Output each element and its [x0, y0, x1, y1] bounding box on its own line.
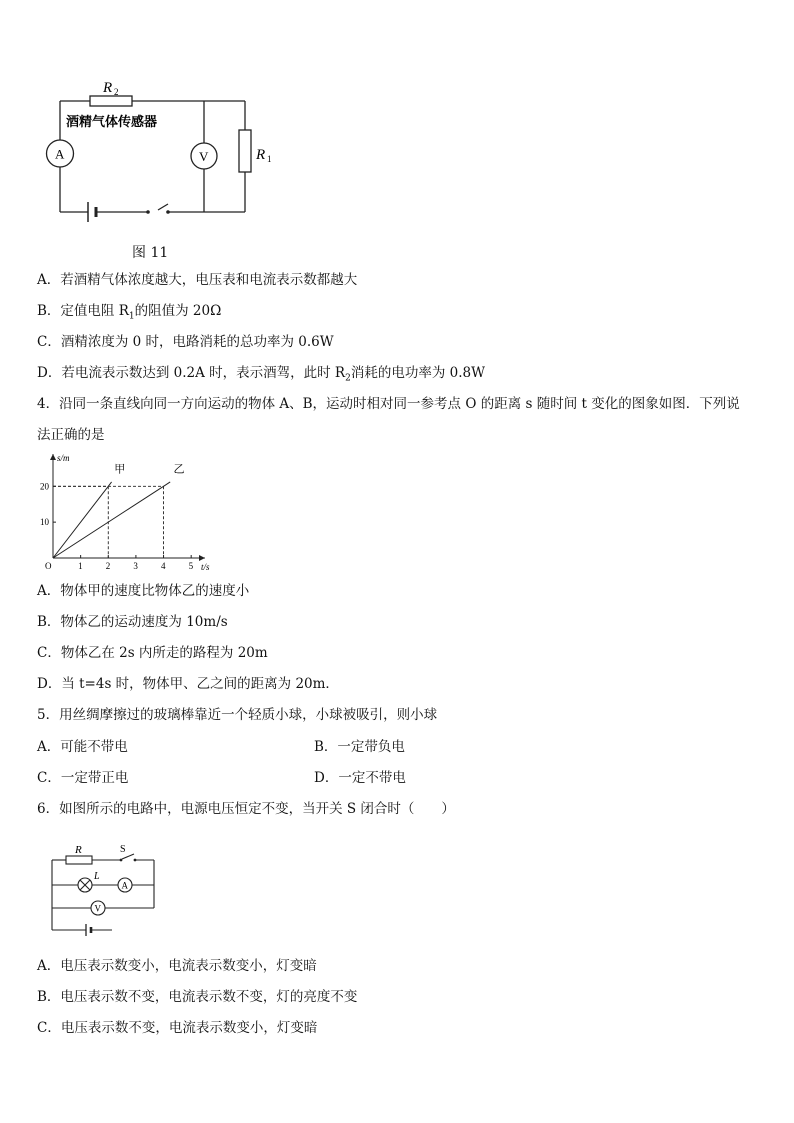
series-line	[53, 486, 108, 558]
x-tick-label: 5	[188, 561, 194, 571]
q5-stem: 5．用丝绸摩擦过的玻璃棒靠近一个轻质小球，小球被吸引，则小球	[37, 707, 438, 723]
q5-option-b: B．一定带负电	[314, 739, 405, 755]
q6-option-c: C．电压表示数不变，电流表示数变小，灯变暗	[37, 1020, 318, 1036]
ammeter-label-q6: A	[121, 880, 128, 891]
r-label: R	[75, 844, 82, 856]
q4-stem-line1: 4．沿同一条直线向同一方向运动的物体 A、B，运动时相对同一参考点 O 的距离 s 随时间 t 变化的图象如图．下列说	[37, 396, 740, 412]
y-tick-label: 10	[40, 517, 49, 528]
x-tick-label: 1	[78, 561, 83, 571]
r1-label: R	[256, 147, 266, 163]
series-line-extension	[164, 482, 171, 486]
figure-11-caption: 图 11	[132, 245, 169, 261]
q4-stem-line2: 法正确的是	[37, 427, 105, 443]
q5-option-a: A．可能不带电	[37, 739, 128, 755]
ammeter-label: A	[55, 146, 65, 162]
y-tick-label: 20	[40, 481, 49, 492]
y-axis-label: s/m	[57, 453, 70, 463]
q3-option-b	[37, 302, 221, 326]
resistor-r1	[239, 130, 251, 172]
y-axis-arrow	[50, 454, 56, 460]
sensor-label: 酒精气体传感器	[66, 114, 158, 129]
q4-option-b: B．物体乙的运动速度为 10m/s	[37, 614, 228, 630]
voltmeter-label-q6: V	[94, 903, 101, 914]
s-t-graph	[30, 448, 215, 573]
q4-option-d: D．当 t=4s 时，物体甲、乙之间的距离为 20m．	[37, 676, 339, 692]
x-axis-label: t/s	[201, 562, 210, 572]
q6-option-b: B．电压表示数不变，电流表示数不变，灯的亮度不变	[37, 989, 358, 1005]
l-label: L	[94, 871, 100, 882]
q3-option-d-post: 消耗的电功率为 0.8W	[350, 365, 485, 381]
series-line-extension	[108, 482, 111, 486]
q3-option-b-post: 的阻值为 20Ω	[134, 303, 222, 319]
x-axis-arrow	[199, 555, 205, 561]
origin-label: O	[45, 561, 52, 571]
x-tick-label: 3	[133, 561, 138, 571]
q6-circuit	[40, 842, 170, 942]
q5-option-d: D．一定不带电	[314, 770, 406, 786]
resistor-r	[66, 856, 92, 864]
x-tick-label: 2	[105, 561, 111, 571]
r2-label: R	[103, 80, 113, 96]
q6-option-a: A．电压表示数变小，电流表示数变小，灯变暗	[37, 958, 317, 974]
q3-option-d-pre: D．若电流表示数达到 0.2A 时，表示酒驾，此时 R	[37, 365, 346, 381]
q3-option-a: A．若酒精气体浓度越大，电压表和电流表示数都越大	[37, 272, 358, 288]
s-label: S	[120, 844, 126, 855]
q4-option-a: A．物体甲的速度比物体乙的速度小	[37, 583, 250, 599]
series-label: 乙	[173, 463, 185, 476]
r1-subscript: 1	[267, 154, 272, 164]
q5-option-c: C．一定带正电	[37, 770, 129, 786]
series-label: 甲	[114, 463, 126, 476]
q3-option-c: C．酒精浓度为 0 时，电路消耗的总功率为 0.6W	[37, 334, 334, 350]
voltmeter-label: V	[199, 149, 209, 164]
figure-11-circuit	[30, 70, 290, 230]
q6-stem: 6．如图所示的电路中，电源电压恒定不变，当开关 S 闭合时（ ）	[37, 801, 455, 817]
r2-subscript: 2	[114, 87, 119, 97]
q3-option-b-sub: 1	[128, 311, 135, 322]
q3-option-d-sub: 2	[345, 373, 351, 384]
q3-option-b-pre: B．定值电阻 R	[37, 303, 129, 319]
x-tick-label: 4	[161, 561, 166, 571]
q4-option-c: C．物体乙在 2s 内所走的路程为 20m	[37, 645, 268, 661]
q3-option-d	[37, 364, 485, 388]
resistor-r2	[90, 96, 132, 106]
